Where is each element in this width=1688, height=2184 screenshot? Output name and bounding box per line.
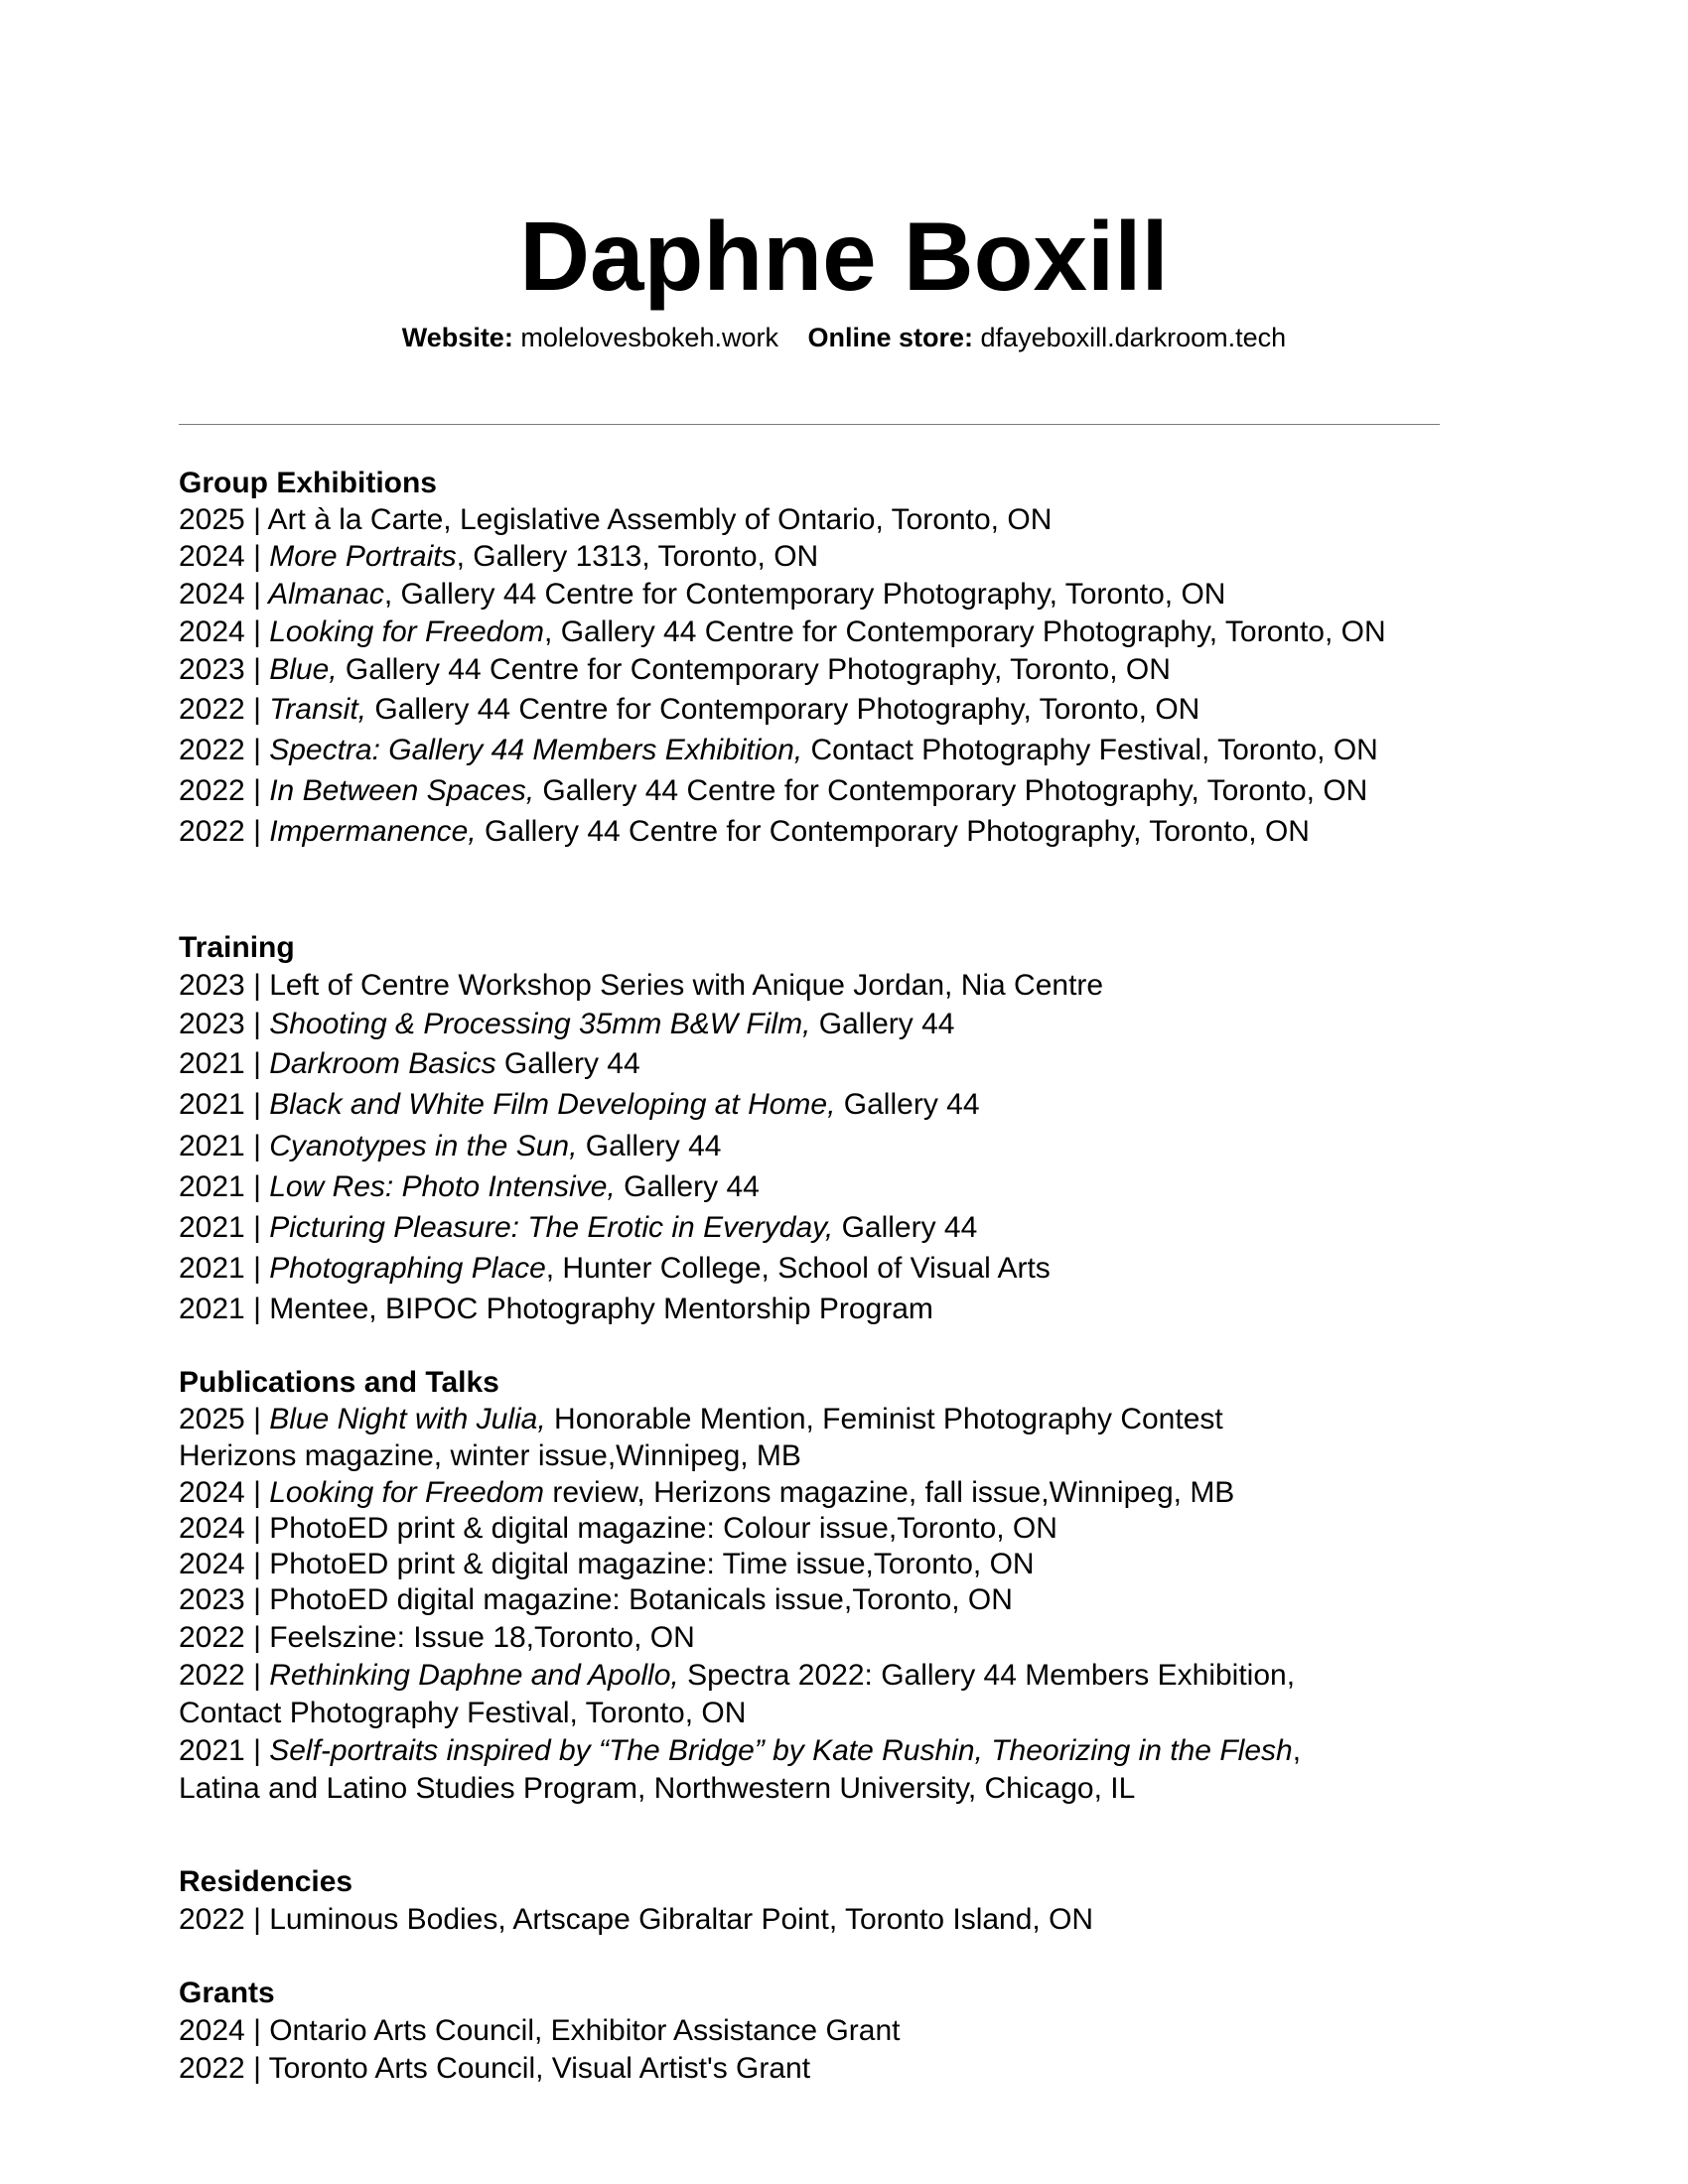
list-item: 2022 | Spectra: Gallery 44 Members Exhibition, Contact Photography Festival, Toronto, ON: [179, 734, 1378, 766]
list-item: 2024 | Ontario Arts Council, Exhibitor Assistance Grant: [179, 2014, 901, 2047]
divider: [179, 424, 1440, 425]
list-item: 2021 | Picturing Pleasure: The Erotic in Everyday, Gallery 44: [179, 1211, 978, 1244]
list-item: 2022 | Transit, Gallery 44 Centre for Contemporary Photography, Toronto, ON: [179, 693, 1200, 726]
section-heading-residencies: Residencies: [179, 1865, 353, 1898]
list-item: 2024 | PhotoED print & digital magazine: Colour issue,Toronto, ON: [179, 1512, 1057, 1545]
store-label: Online store:: [807, 323, 974, 352]
list-item: 2023 | PhotoED digital magazine: Botanicals issue,Toronto, ON: [179, 1583, 1013, 1616]
list-item: Latina and Latino Studies Program, Northwestern University, Chicago, IL: [179, 1772, 1136, 1805]
list-item: 2021 | Cyanotypes in the Sun, Gallery 44: [179, 1130, 722, 1162]
section-heading-publications: Publications and Talks: [179, 1366, 499, 1399]
list-item: 2023 | Left of Centre Workshop Series with Anique Jordan, Nia Centre: [179, 969, 1104, 1002]
list-item: Contact Photography Festival, Toronto, ON: [179, 1697, 747, 1729]
list-item: 2023 | Blue, Gallery 44 Centre for Contemporary Photography, Toronto, ON: [179, 653, 1171, 686]
contact-line: [0, 320, 1688, 355]
section-heading-group-exhibitions: Group Exhibitions: [179, 467, 437, 499]
website-value: molelovesbokeh.work: [520, 323, 778, 352]
list-item: 2022 | In Between Spaces, Gallery 44 Centre for Contemporary Photography, Toronto, ON: [179, 774, 1368, 807]
store-value: dfayeboxill.darkroom.tech: [980, 323, 1287, 352]
list-item: 2024 | Looking for Freedom review, Herizons magazine, fall issue,Winnipeg, MB: [179, 1476, 1235, 1509]
list-item: 2022 | Toronto Arts Council, Visual Artist's Grant: [179, 2052, 811, 2085]
list-item: 2021 | Photographing Place, Hunter College, School of Visual Arts: [179, 1252, 1051, 1285]
list-item: 2021 | Low Res: Photo Intensive, Gallery 44: [179, 1170, 760, 1203]
section-heading-grants: Grants: [179, 1977, 275, 2009]
list-item: 2022 | Feelszine: Issue 18,Toronto, ON: [179, 1621, 695, 1654]
list-item: 2025 | Blue Night with Julia, Honorable Mention, Feminist Photography Contest: [179, 1403, 1223, 1435]
list-item: 2021 | Self-portraits inspired by “The Bridge” by Kate Rushin, Theorizing in the Flesh,: [179, 1734, 1302, 1767]
list-item: 2021 | Darkroom Basics Gallery 44: [179, 1047, 640, 1080]
list-item: 2025 | Art à la Carte, Legislative Assembly of Ontario, Toronto, ON: [179, 503, 1053, 536]
list-item: 2024 | Almanac, Gallery 44 Centre for Contemporary Photography, Toronto, ON: [179, 578, 1226, 611]
list-item: 2022 | Luminous Bodies, Artscape Gibraltar Point, Toronto Island, ON: [179, 1903, 1094, 1936]
section-heading-training: Training: [179, 931, 295, 964]
list-item: 2024 | More Portraits, Gallery 1313, Toronto, ON: [179, 540, 819, 573]
list-item: 2021 | Black and White Film Developing at Home, Gallery 44: [179, 1088, 980, 1121]
list-item: 2021 | Mentee, BIPOC Photography Mentorship Program: [179, 1293, 933, 1325]
website-label: Website:: [401, 323, 513, 352]
list-item: 2023 | Shooting & Processing 35mm B&W Film, Gallery 44: [179, 1008, 955, 1040]
list-item: Herizons magazine, winter issue,Winnipeg, MB: [179, 1439, 801, 1472]
artist-name: Daphne Boxill: [519, 202, 1169, 311]
list-item: 2024 | Looking for Freedom, Gallery 44 Centre for Contemporary Photography, Toronto, ON: [179, 615, 1386, 648]
list-item: 2024 | PhotoED print & digital magazine: Time issue,Toronto, ON: [179, 1548, 1035, 1580]
list-item: 2022 | Rethinking Daphne and Apollo, Spectra 2022: Gallery 44 Members Exhibition,: [179, 1659, 1296, 1692]
list-item: 2022 | Impermanence, Gallery 44 Centre for Contemporary Photography, Toronto, ON: [179, 815, 1310, 848]
